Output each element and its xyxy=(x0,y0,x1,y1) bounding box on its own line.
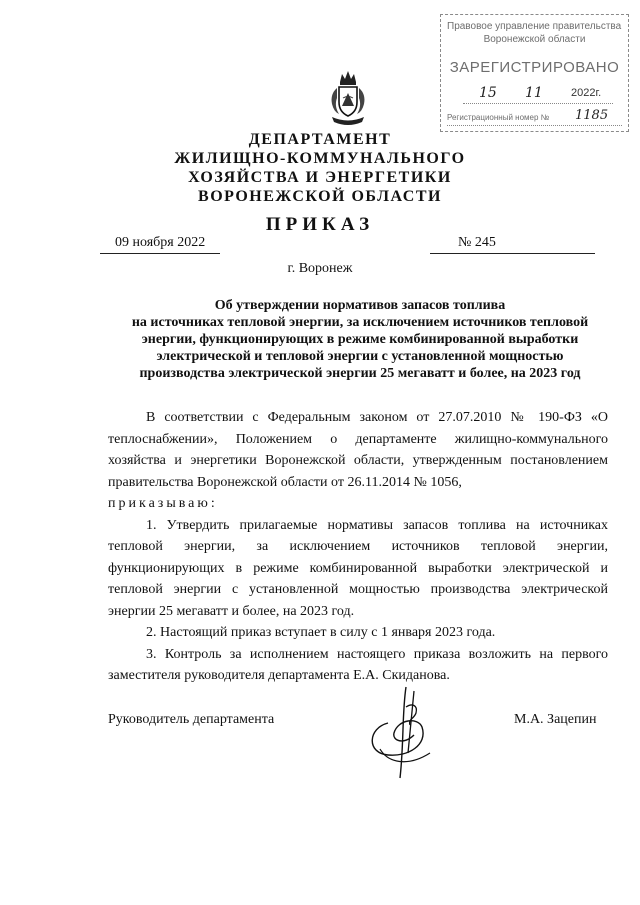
order-item-3: 3. Контроль за исполнением настоящего приказа возложить на первого заместителя руководителя департамента Е.А. Скиданова. xyxy=(108,646,608,683)
orders-keyword: приказываю: xyxy=(108,496,218,511)
signatory-position: Руководитель департамента xyxy=(108,712,275,727)
preamble-paragraph: В соответствии с Федеральным законом от 27.07.2010 № 190-ФЗ «О теплоснабжении», Положением о департаменте жилищно-коммунального хозяйства и энергетики Воронежской области, утвержденным постановлением правительства Воронежской области от 26.11.2014 № 1056, xyxy=(108,410,608,490)
header-line: ДЕПАРТАМЕНТ xyxy=(248,131,392,148)
document-type: ПРИКАЗ xyxy=(265,214,375,235)
signatory-name: М.А. Зацепин xyxy=(514,712,597,727)
title-line: энергии, функционирующих в режиме комбинированной выработки xyxy=(141,332,579,347)
stamp-reg-label: Регистрационный номер № xyxy=(447,113,550,122)
title-line: на источниках тепловой энергии, за исключением источников тепловой xyxy=(131,315,589,330)
stamp-region: Воронежской области xyxy=(483,34,586,45)
handwritten-signature-icon xyxy=(358,683,448,783)
order-body xyxy=(108,407,608,687)
stamp-reg-number: 1185 xyxy=(575,108,609,123)
stamp-date-year: 2022г. xyxy=(571,87,602,99)
registration-stamp xyxy=(440,14,629,132)
city: г. Воронеж xyxy=(287,261,353,276)
title-line: Об утверждении нормативов запасов топлива xyxy=(214,298,506,313)
title-line: производства электрической энергии 25 мегаватт и более, на 2023 год xyxy=(139,366,581,381)
order-number: № 245 xyxy=(458,235,496,250)
order-title xyxy=(100,297,620,382)
order-date: 09 ноября 2022 xyxy=(115,235,206,250)
stamp-date-day: 15 xyxy=(479,85,497,101)
title-line: электрической и тепловой энергии с установленной мощностью xyxy=(156,349,564,364)
header-line: ЖИЛИЩНО-КОММУНАЛЬНОГО xyxy=(174,150,466,167)
number-underline xyxy=(430,253,595,254)
header-line: ВОРОНЕЖСКОЙ ОБЛАСТИ xyxy=(198,188,442,205)
stamp-organization: Правовое управление правительства xyxy=(447,21,622,32)
order-item-1: 1. Утвердить прилагаемые нормативы запасов топлива на источниках тепловой энергии, за исключением источников тепловой энергии, функционирующих в режиме комбинированной выработки электрической и тепловой энергии с установленной мощностью производства электрической энергии 25 мегаватт и более, на 2023 год. xyxy=(108,517,608,619)
coat-of-arms-icon xyxy=(326,68,370,128)
header-line: ХОЗЯЙСТВА И ЭНЕРГЕТИКИ xyxy=(188,169,452,186)
stamp-reg-line xyxy=(447,108,622,126)
department-header xyxy=(0,130,640,206)
date-underline xyxy=(100,253,220,254)
stamp-date-month: 11 xyxy=(525,85,543,101)
order-item-2: 2. Настоящий приказ вступает в силу с 1 января 2023 года. xyxy=(146,625,496,640)
stamp-registered: ЗАРЕГИСТРИРОВАНО xyxy=(449,59,620,76)
stamp-date-line xyxy=(463,85,613,104)
